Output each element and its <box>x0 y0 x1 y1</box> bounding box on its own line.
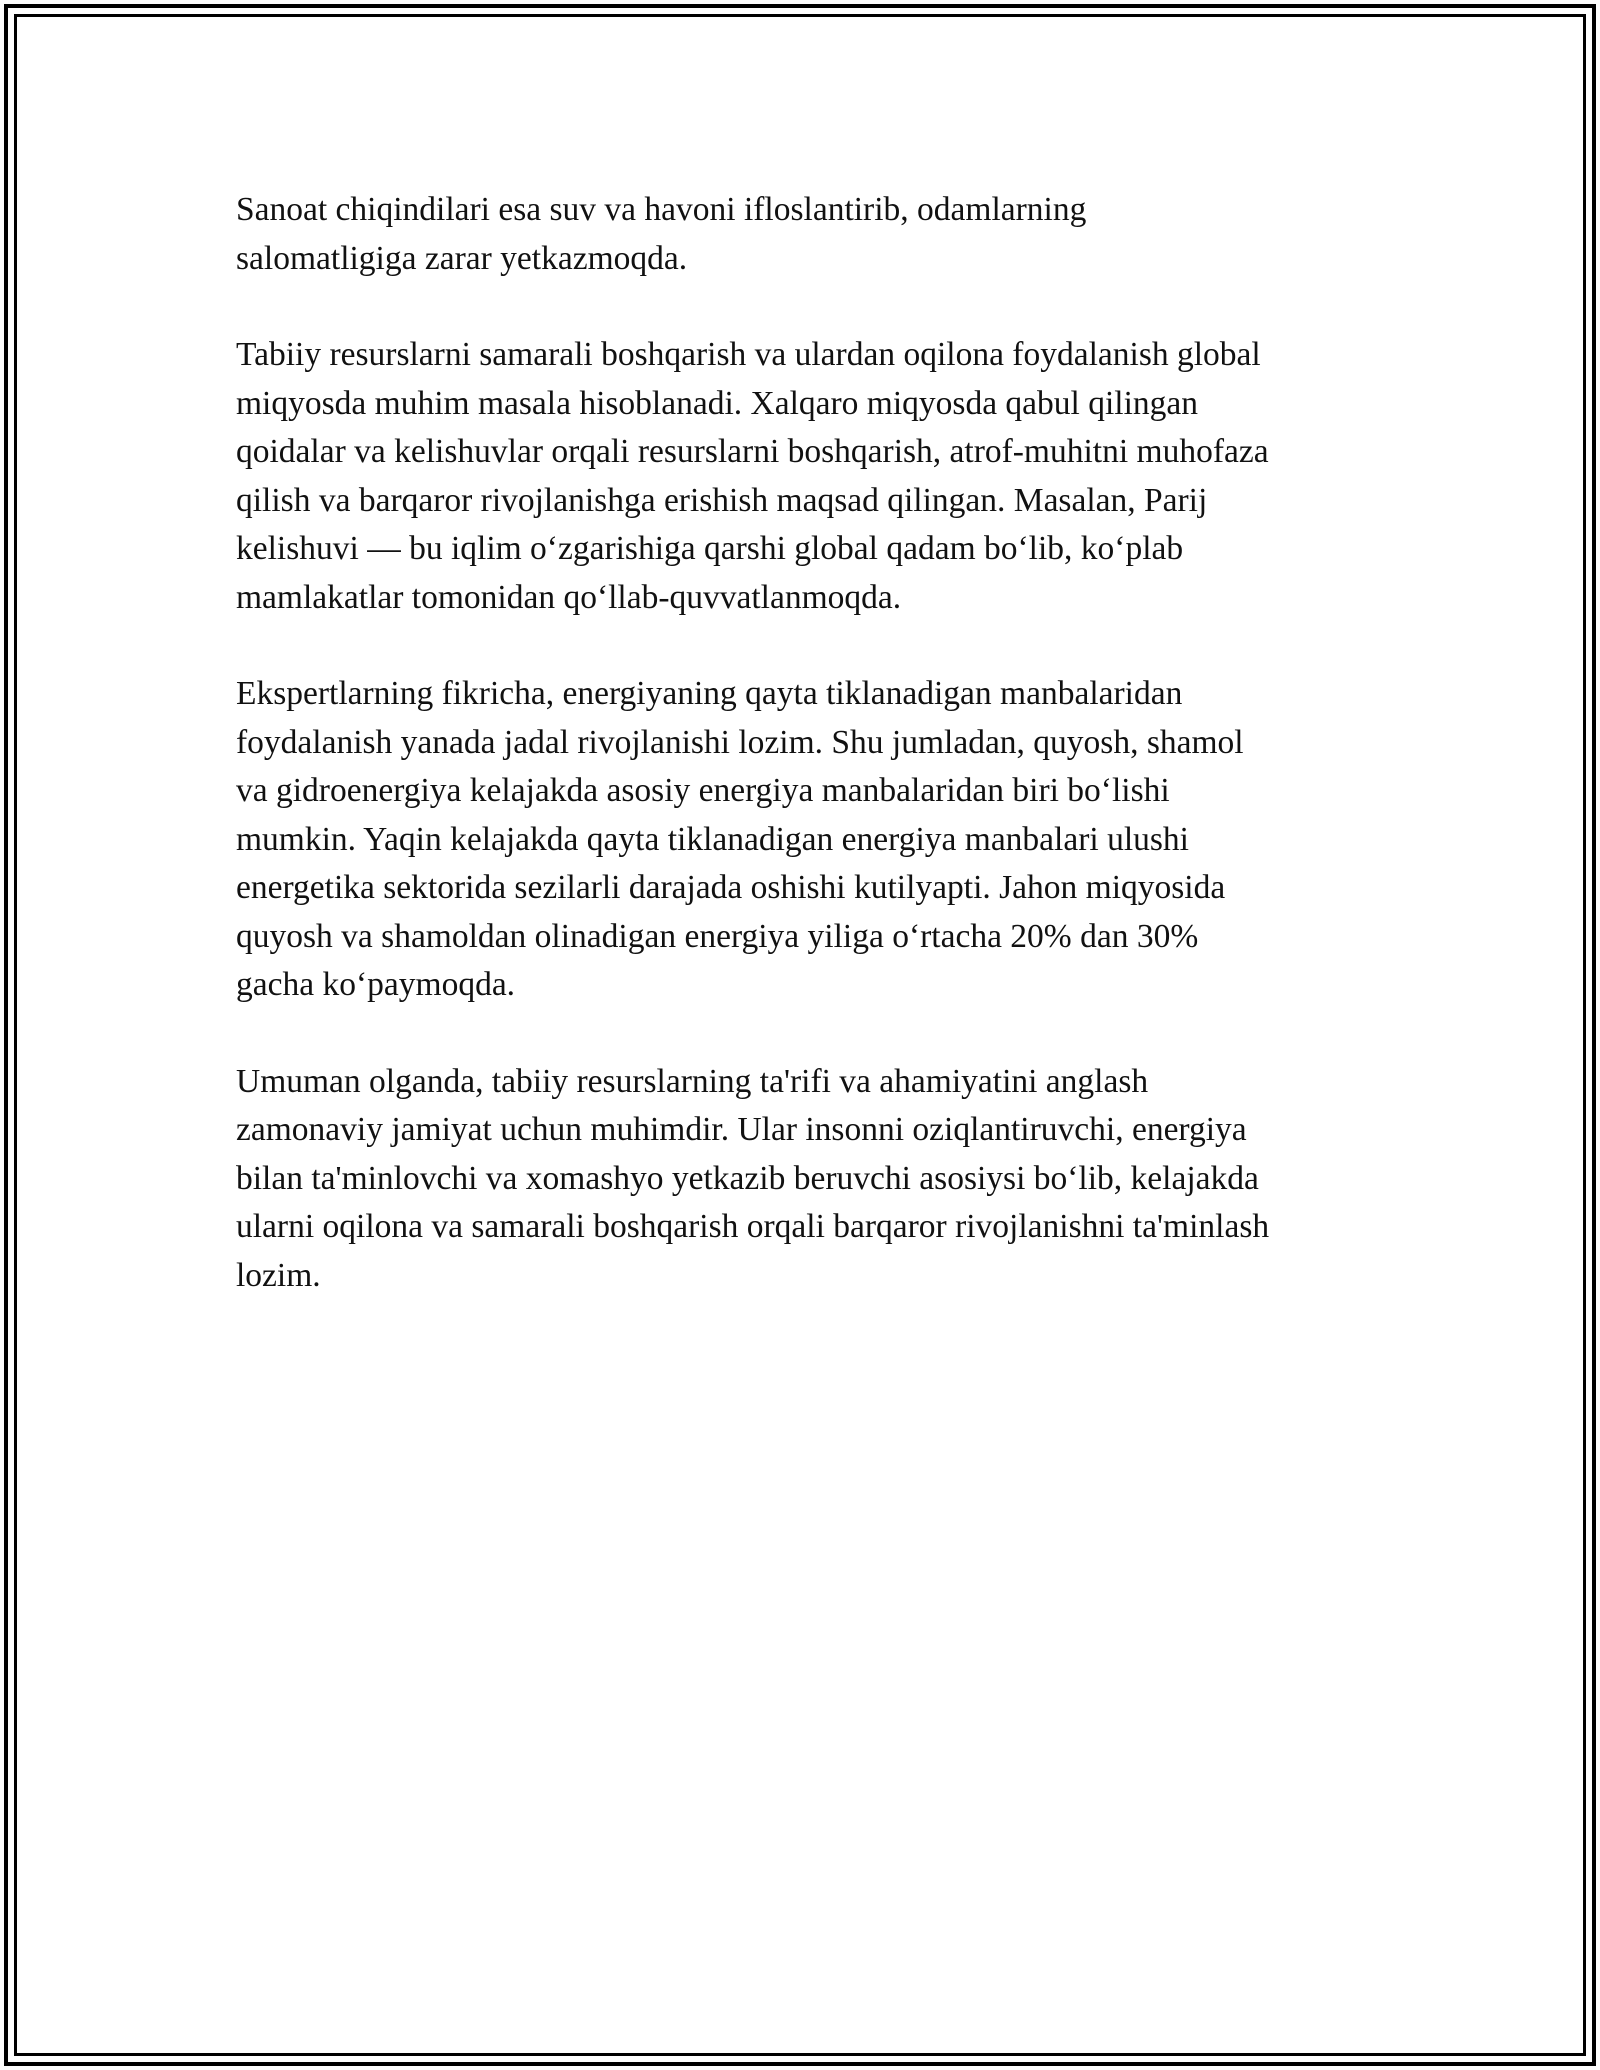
paragraph-1 <box>236 186 1376 283</box>
text-line: Sanoat chiqindilari esa suv va havoni ifloslantirib, odamlarning <box>236 191 1087 228</box>
text-line: lozim. <box>236 1256 321 1294</box>
paragraph-3 <box>236 670 1376 1010</box>
text-line: zamonaviy jamiyat uchun muhimdir. Ular insonni oziqlantiruvchi, energiya <box>236 1111 1247 1148</box>
text-line: gacha ko‘paymoqda. <box>236 966 516 1003</box>
text-line: kelishuvi — bu iqlim o‘zgarishiga qarshi global qadam bo‘lib, ko‘plab <box>236 530 1184 567</box>
text-line: qoidalar va kelishuvlar orqali resurslarni boshqarish, atrof-muhitni muhofaza <box>236 433 1269 470</box>
text-line: Ekspertlarning fikricha, energiyaning qayta tiklanadigan manbalaridan <box>236 675 1183 712</box>
paragraph-4 <box>236 1058 1376 1301</box>
text-line: ularni oqilona va samarali boshqarish orqali barqaror rivojlanishni ta'minlash <box>236 1208 1270 1245</box>
text-line: mamlakatlar tomonidan qo‘llab-quvvatlanmoqda. <box>236 578 902 616</box>
text-line: qilish va barqaror rivojlanishga erishish maqsad qilingan. Masalan, Parij <box>236 481 1208 519</box>
text-line: foydalanish yanada jadal rivojlanishi lozim. Shu jumladan, quyosh, shamol <box>236 723 1244 761</box>
paragraph-2 <box>236 331 1376 622</box>
text-line: Umuman olganda, tabiiy resurslarning ta'rifi va ahamiyatini anglash <box>236 1062 1149 1100</box>
text-line: energetika sektorida sezilarli darajada oshishi kutilyapti. Jahon miqyosida <box>236 869 1226 906</box>
document-body <box>236 186 1376 1348</box>
text-line: Tabiiy resurslarni samarali boshqarish va ulardan oqilona foydalanish global <box>236 336 1261 373</box>
text-line: salomatligiga zarar yetkazmoqda. <box>236 239 688 277</box>
text-line: mumkin. Yaqin kelajakda qayta tiklanadigan energiya manbalari ulushi <box>236 820 1189 858</box>
text-line: miqyosda muhim masala hisoblanadi. Xalqaro miqyosda qabul qilingan <box>236 384 1199 422</box>
text-line: va gidroenergiya kelajakda asosiy energiya manbalaridan biri bo‘lishi <box>236 772 1170 809</box>
text-line: quyosh va shamoldan olinadigan energiya yiliga o‘rtacha 20% dan 30% <box>236 917 1199 955</box>
text-line: bilan ta'minlovchi va xomashyo yetkazib beruvchi asosiysi bo‘lib, kelajakda <box>236 1159 1259 1197</box>
